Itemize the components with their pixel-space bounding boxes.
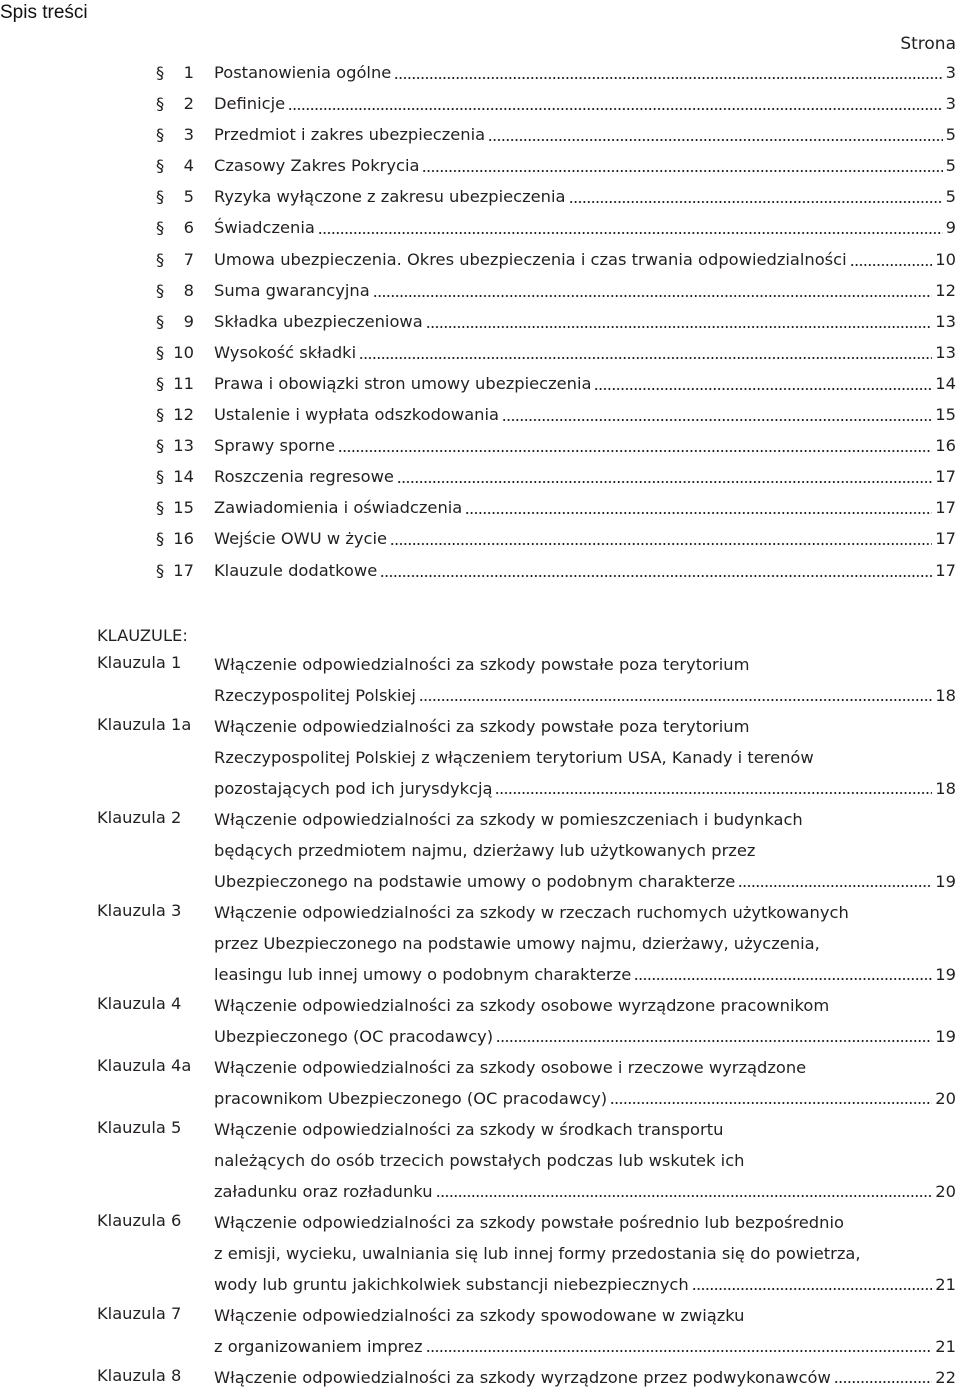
dot-leader (495, 791, 932, 795)
section-number (156, 63, 194, 83)
section-symbol: § (156, 187, 165, 207)
toc-page-number: 17 (935, 498, 956, 518)
dot-leader (834, 1380, 933, 1384)
dot-leader (692, 1287, 933, 1291)
section-symbol: § (156, 529, 165, 549)
section-symbol: § (156, 498, 165, 518)
page-title: Spis treści (0, 2, 88, 23)
clause-text (214, 710, 956, 803)
clause-line-content (214, 841, 956, 865)
toc-title: Prawa i obowiązki stron umowy ubezpieczenia (214, 373, 592, 393)
clause-text (214, 648, 956, 710)
clause-line-text: przez Ubezpieczonego na podstawie umowy najmu, dzierżawy, użyczenia, (214, 934, 820, 953)
clause-line-text: będących przedmiotem najmu, dzierżawy lub użytkowanych przez (214, 841, 756, 860)
clause-line (214, 834, 956, 865)
toc-entry-body (214, 405, 956, 425)
section-symbol: § (156, 342, 165, 362)
clause-line-content (214, 1027, 956, 1051)
toc-title: Definicje (214, 94, 286, 114)
toc-title: Świadczenia (214, 218, 315, 238)
toc-entry-body (214, 312, 956, 332)
section-number (156, 467, 194, 487)
dot-leader (634, 977, 932, 981)
section-symbol: § (156, 218, 165, 238)
clause-line (214, 1299, 956, 1330)
clause-line (214, 648, 956, 679)
toc-title: Wejście OWU w życie (214, 529, 388, 549)
section-num: 13 (173, 436, 194, 456)
clause-line-text: z organizowaniem imprez (214, 1337, 423, 1356)
section-number (156, 374, 194, 394)
dot-leader (359, 356, 932, 360)
toc-page-number: 3 (945, 94, 956, 114)
clause-line (214, 772, 956, 803)
clause-page-number: 19 (935, 1027, 956, 1046)
clause-line (214, 1206, 956, 1237)
clause-page-number: 21 (935, 1337, 956, 1356)
toc-entry[interactable] (0, 213, 960, 244)
section-num: 1 (183, 63, 194, 82)
clause-name: Klauzula 4a (97, 1056, 192, 1075)
clause-line (214, 896, 956, 927)
toc-entry[interactable] (0, 400, 960, 431)
clause-line-text: Włączenie odpowiedzialności za szkody w środkach transportu (214, 1120, 724, 1139)
clause-entry[interactable] (0, 803, 960, 896)
toc-title: Ryzyka wyłączone z zakresu ubezpieczenia (214, 187, 566, 207)
clause-name: Klauzula 5 (97, 1118, 182, 1137)
clause-name: Klauzula 8 (97, 1366, 182, 1385)
toc-entry-body (214, 498, 956, 518)
toc-entry-body (214, 125, 956, 145)
toc-entry-body (214, 343, 956, 363)
section-num: 7 (183, 249, 194, 269)
clause-line (214, 1051, 956, 1082)
section-number (156, 125, 194, 145)
dot-leader (422, 169, 942, 173)
dot-leader (397, 480, 932, 484)
dot-leader (426, 1349, 933, 1353)
toc-page-number: 13 (935, 342, 956, 362)
clause-line (214, 741, 956, 772)
clause-line-content (214, 1275, 956, 1299)
dot-leader (338, 449, 932, 453)
toc-entry[interactable] (0, 245, 960, 276)
toc-title: Suma gwarancyjna (214, 280, 370, 300)
clause-line (214, 958, 956, 989)
section-number (156, 498, 194, 518)
toc-entry[interactable] (0, 369, 960, 400)
section-num: 2 (183, 94, 194, 114)
clause-line (214, 1330, 956, 1361)
clause-entry[interactable] (0, 1361, 960, 1392)
clause-line-text: Włączenie odpowiedzialności za szkody spowodowane w związku (214, 1306, 745, 1325)
dot-leader (380, 574, 932, 578)
dot-leader (465, 511, 932, 515)
clause-line-content (214, 1058, 956, 1082)
clause-line-content (214, 810, 956, 834)
clause-line-text: pozostających pod ich jurysdykcją (214, 779, 493, 798)
toc-entry[interactable] (0, 58, 960, 89)
clause-page-number: 21 (935, 1275, 956, 1294)
section-symbol: § (156, 311, 165, 331)
clause-line (214, 865, 956, 896)
clause-line-text: Włączenie odpowiedzialności za szkody powstałe pośrednio lub bezpośrednio (214, 1213, 844, 1232)
dot-leader (390, 542, 932, 546)
toc-title: Czasowy Zakres Pokrycia (214, 156, 420, 176)
clause-line (214, 1020, 956, 1051)
toc-entry-body (214, 94, 956, 114)
toc-entry[interactable] (0, 182, 960, 213)
toc-title: Postanowienia ogólne (214, 63, 392, 82)
clause-line-text: Włączenie odpowiedzialności za szkody w pomieszczeniach i budynkach (214, 810, 803, 829)
clause-page-number: 20 (935, 1089, 956, 1108)
clause-text (214, 896, 956, 989)
section-num: 14 (173, 467, 194, 487)
section-num: 4 (183, 156, 194, 176)
clause-line-text: Włączenie odpowiedzialności za szkody osobowe i rzeczowe wyrządzone (214, 1058, 807, 1077)
clause-line-content (214, 1306, 956, 1330)
clause-line (214, 679, 956, 710)
clause-text (214, 803, 956, 896)
toc-entry-body (214, 63, 956, 83)
clause-line-text: Włączenie odpowiedzialności za szkody wyrządzone przez podwykonawców (214, 1368, 831, 1387)
dot-leader (394, 76, 942, 80)
clause-line (214, 1361, 956, 1392)
section-number (156, 436, 194, 456)
toc-page-number: 17 (935, 467, 956, 487)
clause-line-text: załadunku oraz rozładunku (214, 1182, 433, 1201)
clause-line-text: Włączenie odpowiedzialności za szkody w rzeczach ruchomych użytkowanych (214, 903, 849, 922)
section-num: 12 (173, 405, 194, 425)
toc-title: Umowa ubezpieczenia. Okres ubezpieczenia i czas trwania odpowiedzialności (214, 249, 847, 269)
toc-entry[interactable] (0, 307, 960, 338)
clause-line (214, 1175, 956, 1206)
section-number (156, 218, 194, 238)
clause-line-content (214, 1182, 956, 1206)
toc-entry[interactable] (0, 556, 960, 587)
clause-line-content (214, 903, 956, 927)
dot-leader (426, 325, 933, 329)
dot-leader (502, 418, 932, 422)
toc-entry-body (214, 187, 956, 207)
clause-page-number: 20 (935, 1182, 956, 1201)
toc-page-number: 14 (935, 373, 956, 393)
toc-entry[interactable] (0, 462, 960, 493)
dot-leader (850, 263, 933, 267)
clause-entry[interactable] (0, 1113, 960, 1206)
section-symbol: § (156, 436, 165, 456)
clause-line-content (214, 1089, 956, 1113)
section-number (156, 94, 194, 114)
section-number (156, 281, 194, 301)
toc-entry-body (214, 374, 956, 394)
section-symbol: § (156, 560, 165, 580)
toc-entry-body (214, 250, 956, 270)
clause-text (214, 1206, 956, 1299)
toc-title: Wysokość składki (214, 342, 357, 362)
section-num: 17 (173, 560, 194, 580)
section-symbol: § (156, 63, 165, 82)
clause-text (214, 1113, 956, 1206)
clause-line-text: Włączenie odpowiedzialności za szkody powstałe poza terytorium (214, 717, 750, 736)
toc-entry-body (214, 436, 956, 456)
clause-line-text: Ubezpieczonego na podstawie umowy o podobnym charakterze (214, 872, 736, 891)
clause-line-text: Rzeczypospolitej Polskiej (214, 686, 416, 705)
clause-entry[interactable] (0, 989, 960, 1051)
clause-line-text: z emisji, wycieku, uwalniania się lub innej formy przedostania się do powietrza, (214, 1244, 861, 1263)
section-symbol: § (156, 94, 165, 114)
toc-entry-body (214, 218, 956, 238)
section-num: 6 (183, 218, 194, 238)
clause-name: Klauzula 4 (97, 994, 182, 1013)
clause-line-text: Ubezpieczonego (OC pracodawcy) (214, 1027, 494, 1046)
clause-line (214, 1113, 956, 1144)
toc-page-number: 5 (945, 187, 956, 207)
section-number (156, 561, 194, 581)
section-number (156, 312, 194, 332)
section-symbol: § (156, 280, 165, 300)
toc-entry[interactable] (0, 276, 960, 307)
dot-leader (419, 698, 932, 702)
toc-page-number: 12 (935, 280, 956, 300)
clause-entry[interactable] (0, 896, 960, 989)
toc-title: Składka ubezpieczeniowa (214, 311, 423, 331)
clause-line-text: Włączenie odpowiedzialności za szkody osobowe wyrządzone pracownikom (214, 996, 830, 1015)
clause-text (214, 989, 956, 1051)
clause-page-number: 18 (935, 686, 956, 705)
clause-line (214, 989, 956, 1020)
section-number (156, 405, 194, 425)
toc-title: Zawiadomienia i oświadczenia (214, 498, 463, 518)
toc-entry-body (214, 156, 956, 176)
toc-entry[interactable] (0, 338, 960, 369)
section-num: 3 (183, 125, 194, 145)
clause-entry[interactable] (0, 1051, 960, 1113)
clause-entry[interactable] (0, 1299, 960, 1361)
section-symbol: § (156, 405, 165, 425)
toc-entry[interactable] (0, 431, 960, 462)
clause-line-content (214, 965, 956, 989)
clause-line-content (214, 1120, 956, 1144)
toc-page-number: 17 (935, 560, 956, 580)
section-num: 8 (183, 280, 194, 300)
section-num: 5 (183, 187, 194, 207)
clause-line-content (214, 934, 956, 958)
clause-name: Klauzula 1 (97, 653, 182, 672)
toc-entry[interactable] (0, 89, 960, 120)
section-symbol: § (156, 373, 165, 393)
clause-line (214, 710, 956, 741)
toc-entry-body (214, 561, 956, 581)
clause-entry[interactable] (0, 710, 960, 803)
section-symbol: § (156, 249, 165, 269)
toc-title: Klauzule dodatkowe (214, 560, 378, 580)
dot-leader (594, 387, 932, 391)
clause-line-content (214, 717, 956, 741)
dot-leader (436, 1194, 933, 1198)
toc-page-number: 17 (935, 529, 956, 549)
clause-page-number: 22 (935, 1368, 956, 1387)
toc-entry-body (214, 467, 956, 487)
clause-text (214, 1299, 956, 1361)
clause-line-text: pracownikom Ubezpieczonego (OC pracodawcy) (214, 1089, 608, 1108)
section-symbol: § (156, 467, 165, 487)
dot-leader (488, 138, 943, 142)
toc-list (0, 58, 960, 587)
section-symbol: § (156, 125, 165, 145)
toc-page-number: 13 (935, 311, 956, 331)
section-number (156, 250, 194, 270)
clause-line (214, 927, 956, 958)
dot-leader (318, 231, 943, 235)
toc-entry[interactable] (0, 120, 960, 151)
clause-name: Klauzula 1a (97, 715, 192, 734)
section-number (156, 529, 194, 549)
clause-entry[interactable] (0, 648, 960, 710)
clause-line-text: Włączenie odpowiedzialności za szkody powstałe poza terytorium (214, 655, 750, 674)
dot-leader (496, 1039, 932, 1043)
toc-entry-body (214, 529, 956, 549)
toc-page-number: 16 (935, 436, 956, 456)
clause-line-content (214, 655, 956, 679)
clause-line (214, 1082, 956, 1113)
clause-line (214, 1268, 956, 1299)
section-number (156, 187, 194, 207)
clauses-heading: KLAUZULE: (97, 626, 188, 645)
toc-page-number: 3 (945, 63, 956, 82)
toc-page-number: 5 (945, 156, 956, 176)
clause-line-content (214, 686, 956, 710)
toc-entry[interactable] (0, 524, 960, 555)
dot-leader (288, 107, 942, 111)
clause-line-text: Rzeczypospolitej Polskiej z włączeniem terytorium USA, Kanady i terenów (214, 748, 814, 767)
section-number (156, 343, 194, 363)
dot-leader (373, 294, 933, 298)
toc-title: Sprawy sporne (214, 436, 335, 456)
clause-line-content (214, 1368, 956, 1392)
toc-page-number: 9 (945, 218, 956, 238)
page-column-header: Strona (900, 34, 956, 54)
section-symbol: § (156, 156, 165, 176)
toc-title: Roszczenia regresowe (214, 467, 394, 487)
toc-title: Ustalenie i wypłata odszkodowania (214, 405, 500, 425)
clause-line (214, 1144, 956, 1175)
clause-name: Klauzula 6 (97, 1211, 182, 1230)
dot-leader (610, 1101, 932, 1105)
clause-line-text: leasingu lub innej umowy o podobnym charakterze (214, 965, 632, 984)
toc-title: Przedmiot i zakres ubezpieczenia (214, 125, 486, 145)
section-num: 9 (183, 311, 194, 331)
clauses-list (0, 648, 960, 1392)
section-num: 11 (173, 373, 194, 393)
section-number (156, 156, 194, 176)
clause-line-content (214, 872, 956, 896)
toc-page-number: 15 (935, 405, 956, 425)
clause-line-content (214, 1213, 956, 1237)
clause-entry[interactable] (0, 1206, 960, 1299)
dot-leader (738, 884, 932, 888)
toc-entry-body (214, 281, 956, 301)
clause-line-text: należących do osób trzecich powstałych podczas lub wskutek ich (214, 1151, 745, 1170)
dot-leader (569, 200, 943, 204)
section-num: 10 (173, 342, 194, 362)
section-num: 15 (173, 498, 194, 518)
clause-line-content (214, 1244, 956, 1268)
section-num: 16 (173, 529, 194, 549)
toc-entry[interactable] (0, 151, 960, 182)
clause-name: Klauzula 7 (97, 1304, 182, 1323)
clause-text (214, 1051, 956, 1113)
clause-page-number: 19 (935, 872, 956, 891)
clause-line-content (214, 779, 956, 803)
clause-line-content (214, 1337, 956, 1361)
clause-name: Klauzula 2 (97, 808, 182, 827)
clause-line-content (214, 996, 956, 1020)
clause-line-content (214, 1151, 956, 1175)
clause-line-content (214, 748, 956, 772)
clause-line-text: wody lub gruntu jakichkolwiek substancji niebezpiecznych (214, 1275, 689, 1294)
clause-line (214, 1237, 956, 1268)
clause-line (214, 803, 956, 834)
toc-page-number: 10 (935, 249, 956, 269)
clause-page-number: 18 (935, 779, 956, 798)
clause-page-number: 19 (935, 965, 956, 984)
clause-name: Klauzula 3 (97, 901, 182, 920)
clause-text (214, 1361, 956, 1392)
toc-page-number: 5 (945, 125, 956, 145)
toc-entry[interactable] (0, 493, 960, 524)
